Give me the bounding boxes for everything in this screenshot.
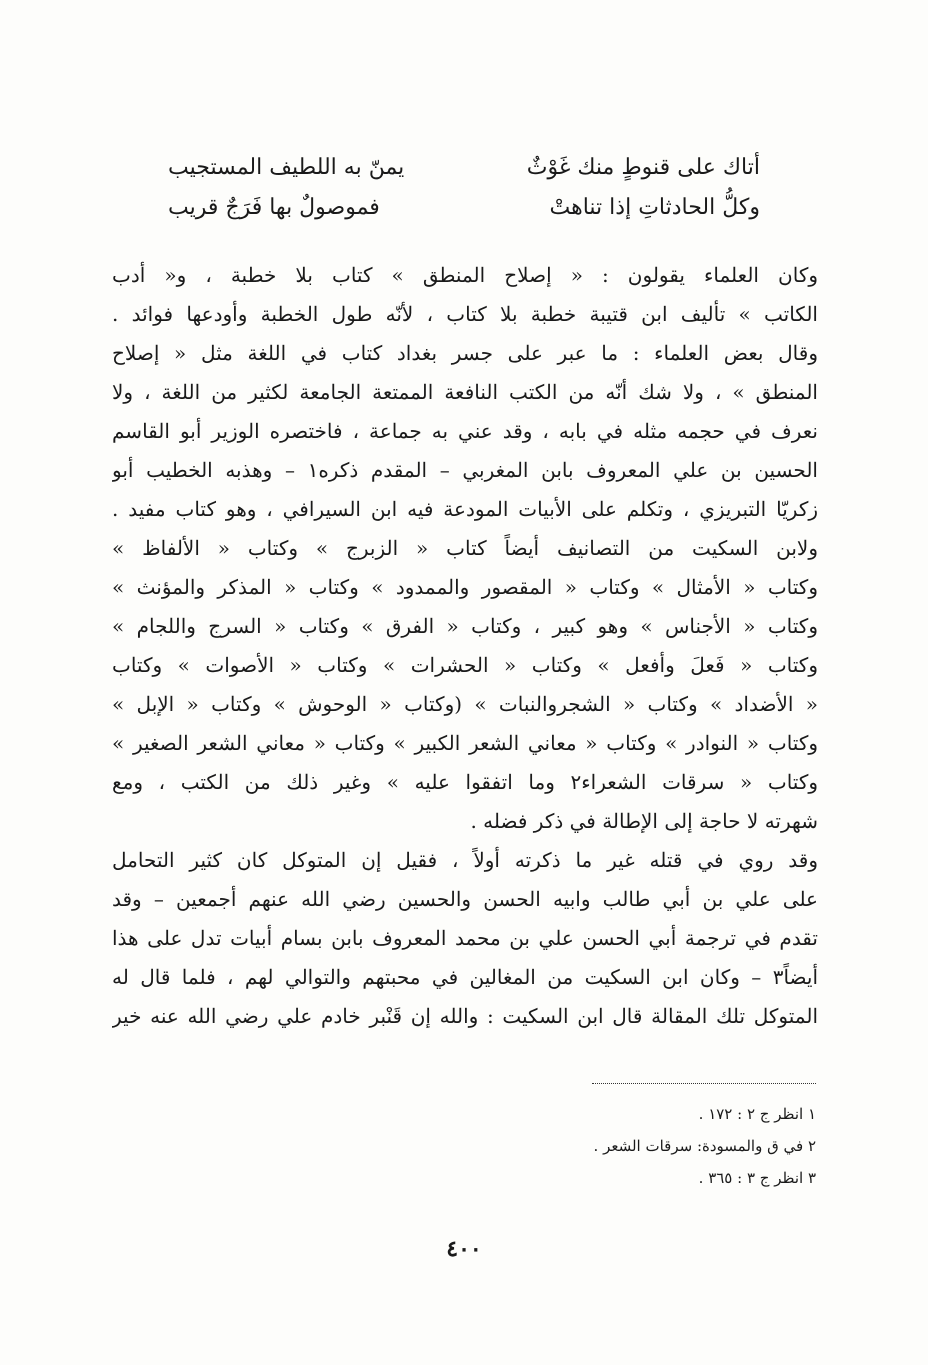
verse-first-hemistich: وكلُّ الحادثاتِ إذا تناهتْ: [549, 195, 760, 220]
text-line: زكريّا التبريزي ، وتكلم على الأبيات المودعة فيه ابن السيرافي ، وهو كتاب مفيد .: [112, 497, 818, 521]
text-line: وكتاب « فَعلَ وأفعل » وكتاب « الحشرات » وكتاب « الأصوات » وكتاب: [112, 653, 818, 677]
poem-verse: [168, 188, 760, 228]
text-line: وكان العلماء يقولون : « إصلاح المنطق » كتاب بلا خطبة ، و« أدب: [112, 263, 818, 287]
verse-second-hemistich: فموصولٌ بها فَرَجٌ قريب: [168, 195, 380, 220]
footnote: ١ انظر ج ٢ : ١٧٢ .: [698, 1105, 816, 1123]
text-line: وكتاب « النوادر » وكتاب « معاني الشعر الكبير » وكتاب « معاني الشعر الصغير »: [112, 731, 818, 755]
text-line: نعرف في حجمه مثله في بابه ، وقد عني به جماعة ، فاختصره الوزير أبو القاسم: [112, 419, 818, 443]
page-number: ٤٠٠: [446, 1236, 482, 1262]
text-line: الحسين بن علي المعروف بابن المغربي – المقدم ذكره١ – وهذبه الخطيب أبو: [112, 458, 818, 482]
text-line: أيضاً٣ – وكان ابن السكيت من المغالين في محبتهم والتوالي لهم ، فلما قال له: [112, 965, 818, 989]
text-line: وكتاب « سرقات الشعراء٢ وما اتفقوا عليه » وغير ذلك من الكتب ، ومع: [112, 770, 818, 794]
verse-first-hemistich: أتاك على قنوطٍ منك غَوْثٌ: [526, 155, 760, 180]
text-line: وكتاب « الأمثال » وكتاب « المقصور والممدود » وكتاب « المذكر والمؤنث »: [112, 575, 818, 599]
footnote-separator: [592, 1083, 816, 1084]
poem-verse: [168, 148, 760, 188]
text-line: وقال بعض العلماء : ما عبر على جسر بغداد كتاب في اللغة مثل « إصلاح: [112, 341, 818, 365]
text-line: وكتاب « الأجناس » وهو كبير ، وكتاب « الفرق » وكتاب « السرج واللجام »: [112, 614, 818, 638]
text-line: على علي بن أبي طالب وابيه الحسن والحسين رضي الله عنهم أجمعين – وقد: [112, 887, 818, 911]
body-text: [112, 256, 818, 1036]
text-line: تقدم في ترجمة أبي الحسن علي بن محمد المعروف بابن بسام أبيات تدل على هذا: [112, 926, 818, 950]
text-line: المتوكل تلك المقالة قال ابن السكيت : والله إن قَنْبر خادم علي رضي الله عنه خير: [112, 1004, 818, 1028]
text-line: « الأضداد » وكتاب « الشجروالنبات » (وكتاب « الوحوش » وكتاب « الإبل »: [112, 692, 818, 716]
text-line: شهرته لا حاجة إلى الإطالة في ذكر فضله .: [470, 809, 818, 833]
text-line: الكاتب » تأليف ابن قتيبة خطبة بلا كتاب ، لأنّه طول الخطبة وأودعها فوائد .: [112, 302, 818, 326]
footnote: ٣ انظر ج ٣ : ٣٦٥ .: [698, 1169, 816, 1187]
footnotes: [400, 1098, 816, 1194]
text-line: وقد روي في قتله غير ما ذكرته أولاً ، فقيل إن المتوكل كان كثير التحامل: [112, 848, 818, 872]
text-line: المنطق » ، ولا شك أنّه من الكتب النافعة الممتعة الجامعة لكثير من اللغة ، ولا: [112, 380, 818, 404]
footnote: ٢ في ق والمسودة: سرقات الشعر .: [593, 1137, 816, 1155]
poem: [168, 148, 760, 228]
text-line: ولابن السكيت من التصانيف أيضاً كتاب « الزبرج » وكتاب « الألفاظ »: [112, 536, 818, 560]
verse-second-hemistich: يمنّ به اللطيف المستجيب: [168, 155, 405, 180]
